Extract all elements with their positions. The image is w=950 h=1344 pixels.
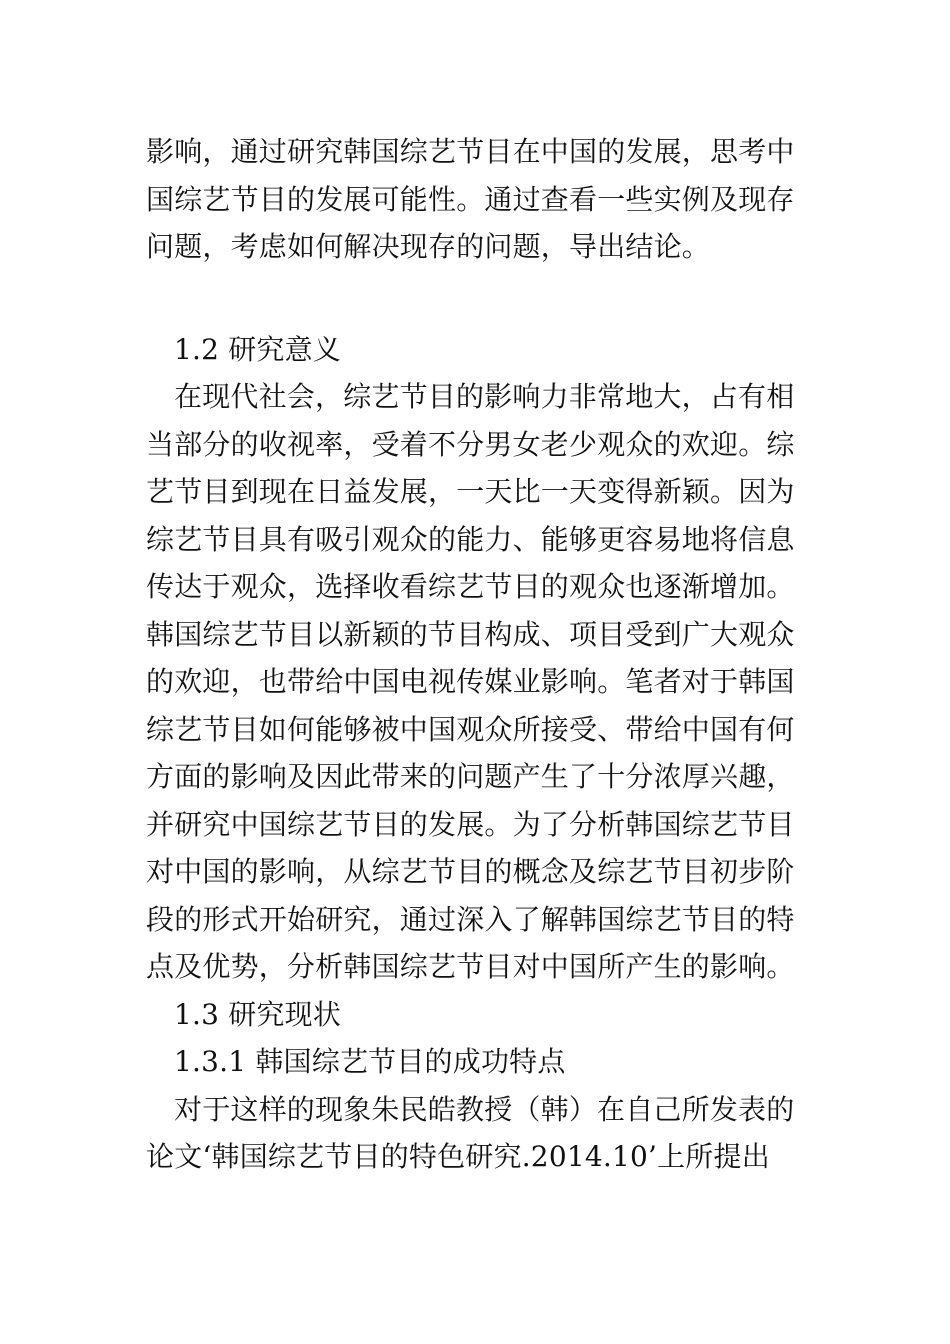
text-line: 当部分的收视率，受着不分男女老少观众的欢迎。综: [146, 427, 795, 461]
section-heading-1-3: 1.3 研究现状: [174, 997, 342, 1031]
text-line: 点及优势，分析韩国综艺节目对中国所产生的影响。: [146, 950, 795, 983]
text-line: 的欢迎，也带给中国电视传媒业影响。笔者对于韩国: [146, 665, 795, 698]
section-heading-1-3-1: 1.3.1 韩国综艺节目的成功特点: [174, 1045, 566, 1078]
paragraph-gap: [146, 271, 806, 326]
text-line: 在现代社会，综艺节目的影响力非常地大，占有相: [174, 380, 795, 413]
text-line: 国综艺节目的发展可能性。通过查看一些实例及现存: [146, 182, 795, 216]
text-line: 对于这样的现象朱民皓教授（韩）在自己所发表的: [174, 1092, 795, 1126]
text-line: 论文‘韩国综艺节目的特色研究.2014.10’上所提出: [146, 1140, 770, 1173]
text-line: 影响，通过研究韩国综艺节目在中国的发展，思考中: [146, 135, 795, 168]
text-line: 对中国的影响，从综艺节目的概念及综艺节目初步阶: [146, 855, 795, 888]
significance-paragraph: [146, 373, 806, 991]
text-line: 传达于观众，选择收看综艺节目的观众也逐渐增加。: [146, 570, 795, 603]
text-line: 问题，考虑如何解决现存的问题，导出结论。: [146, 230, 711, 263]
document-page: [146, 128, 806, 1181]
section-heading-1-2: 1.2 研究意义: [174, 332, 342, 366]
text-line: 综艺节目具有吸引观众的能力、能够更容易地将信息: [146, 522, 795, 556]
text-line: 综艺节目如何能够被中国观众所接受、带给中国有何: [146, 712, 795, 746]
text-line: 艺节目到现在日益发展，一天比一天变得新颖。因为: [146, 475, 795, 508]
status-paragraph: [146, 1086, 806, 1181]
text-line: 并研究中国综艺节目的发展。为了分析韩国综艺节目: [146, 807, 795, 841]
text-line: 段的形式开始研究，通过深入了解韩国综艺节目的特: [146, 902, 795, 936]
intro-paragraph: [146, 128, 806, 271]
text-line: 方面的影响及因此带来的问题产生了十分浓厚兴趣，: [146, 760, 795, 793]
text-line: 韩国综艺节目以新颖的节目构成、项目受到广大观众: [146, 617, 795, 651]
